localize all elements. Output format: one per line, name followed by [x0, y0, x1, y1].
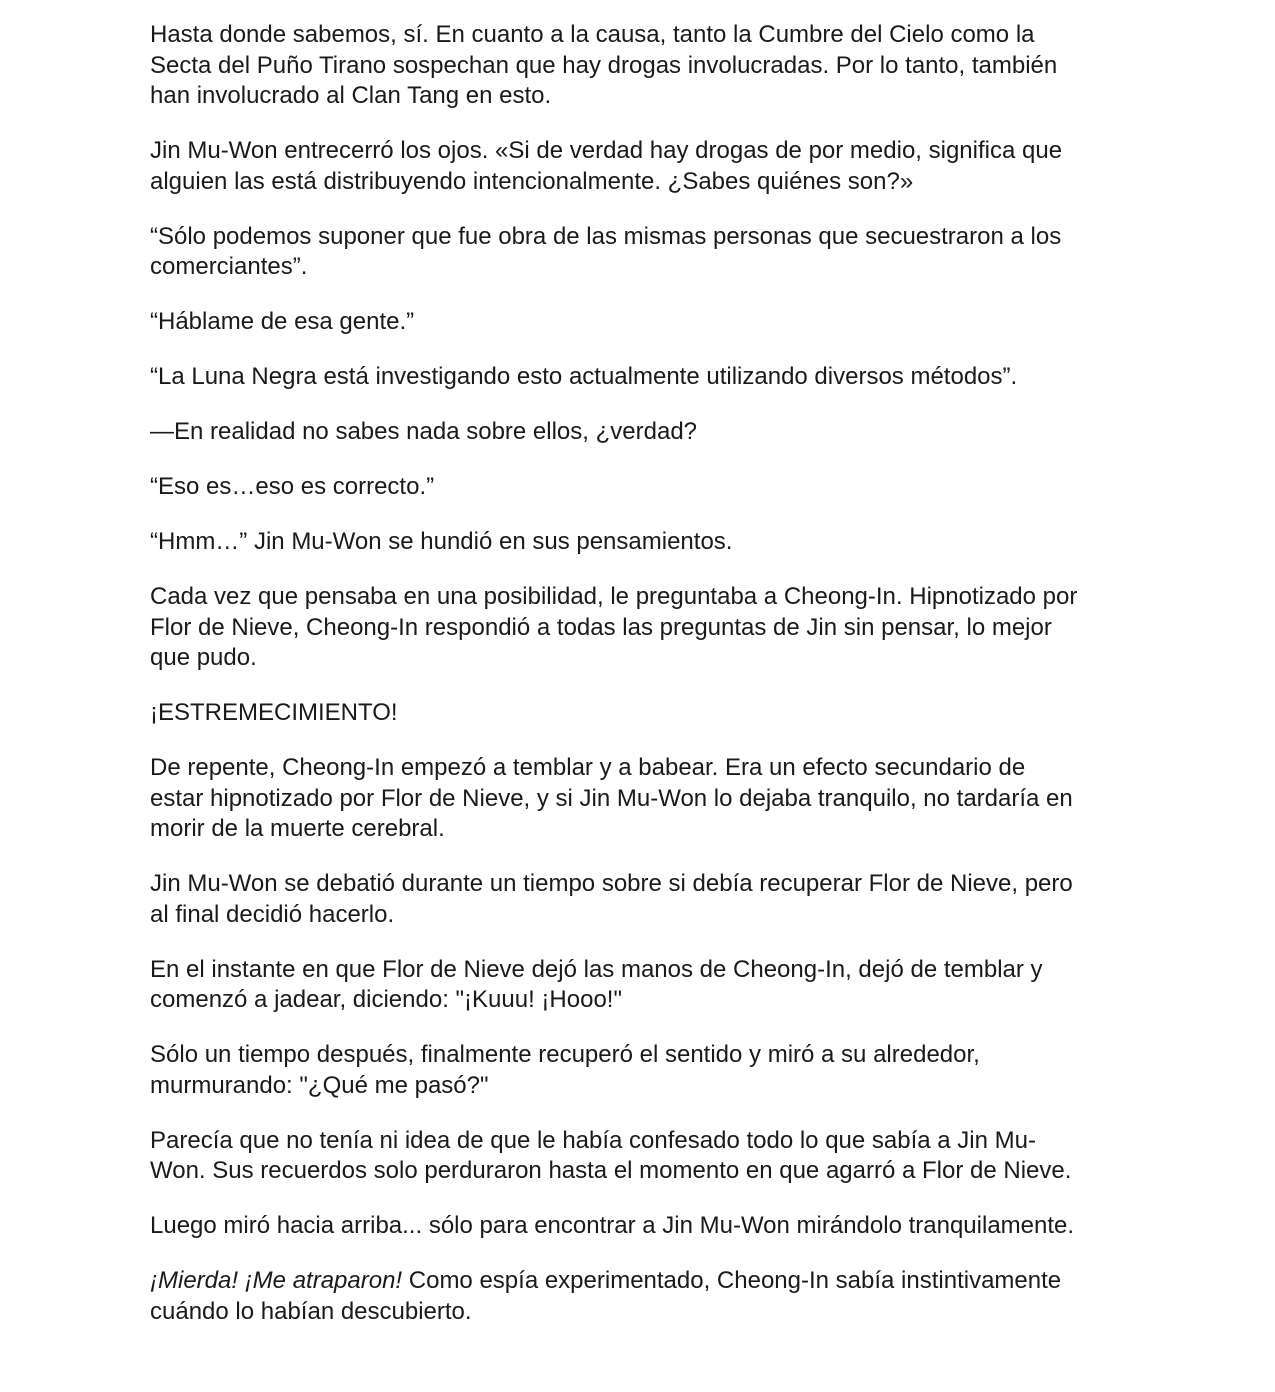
paragraph-17-text: Como espía experimentado, Cheong-In sabía instintivamente cuándo lo habían descubierto.: [150, 1267, 1062, 1325]
italic-phrase: ¡Mierda! ¡Me atraparon!: [150, 1267, 403, 1294]
paragraph-17: [150, 1266, 1135, 1327]
paragraph-3: “Sólo podemos suponer que fue obra de las mismas personas que secuestraron a los comerciantes”.: [150, 222, 1062, 280]
paragraph-12: Jin Mu-Won se debatió durante un tiempo sobre si debía recuperar Flor de Nieve, pero al final decidió hacerlo.: [150, 870, 1073, 928]
document-page: [150, 20, 1135, 1352]
paragraph-2: Jin Mu-Won entrecerró los ojos. «Si de verdad hay drogas de por medio, significa que alguien las está distribuyendo intencionalmente. ¿Sabes quiénes son?»: [150, 137, 1063, 195]
paragraph-14: Sólo un tiempo después, finalmente recuperó el sentido y miró a su alrededor, murmurando: "¿Qué me pasó?": [150, 1041, 980, 1099]
paragraph-11: De repente, Cheong-In empezó a temblar y a babear. Era un efecto secundario de estar hipnotizado por Flor de Nieve, y si Jin Mu-Won lo dejaba tranquilo, no tardaría en morir de la muerte cerebral.: [150, 754, 1073, 842]
paragraph-8: “Hmm…” Jin Mu-Won se hundió en sus pensamientos.: [150, 528, 733, 555]
paragraph-15: Parecía que no tenía ni idea de que le había confesado todo lo que sabía a Jin Mu- Won. Sus recuerdos solo perduraron hasta el momento en que agarró a Flor de Nieve.: [150, 1126, 1072, 1184]
paragraph-16: Luego miró hacia arriba... sólo para encontrar a Jin Mu-Won mirándolo tranquilamente.: [150, 1212, 1075, 1239]
paragraph-4: “Háblame de esa gente.”: [150, 308, 415, 335]
paragraph-5: “La Luna Negra está investigando esto actualmente utilizando diversos métodos”.: [150, 363, 1018, 390]
paragraph-6: —En realidad no sabes nada sobre ellos, ¿verdad?: [150, 418, 698, 445]
paragraph-9: Cada vez que pensaba en una posibilidad, le preguntaba a Cheong-In. Hipnotizado por Flor de Nieve, Cheong-In respondió a todas las preguntas de Jin sin pensar, lo mejor que pudo.: [150, 583, 1078, 671]
paragraph-13: En el instante en que Flor de Nieve dejó las manos de Cheong-In, dejó de temblar y comenzó a jadear, diciendo: "¡Kuuu! ¡Hooo!": [150, 955, 1043, 1013]
paragraph-10: ¡ESTREMECIMIENTO!: [150, 699, 398, 726]
paragraph-1: Hasta donde sabemos, sí. En cuanto a la causa, tanto la Cumbre del Cielo como la Secta del Puño Tirano sospechan que hay drogas involucradas. Por lo tanto, también han involucrado al Clan Tang en esto.: [150, 21, 1058, 109]
paragraph-7: “Eso es…eso es correcto.”: [150, 473, 435, 500]
